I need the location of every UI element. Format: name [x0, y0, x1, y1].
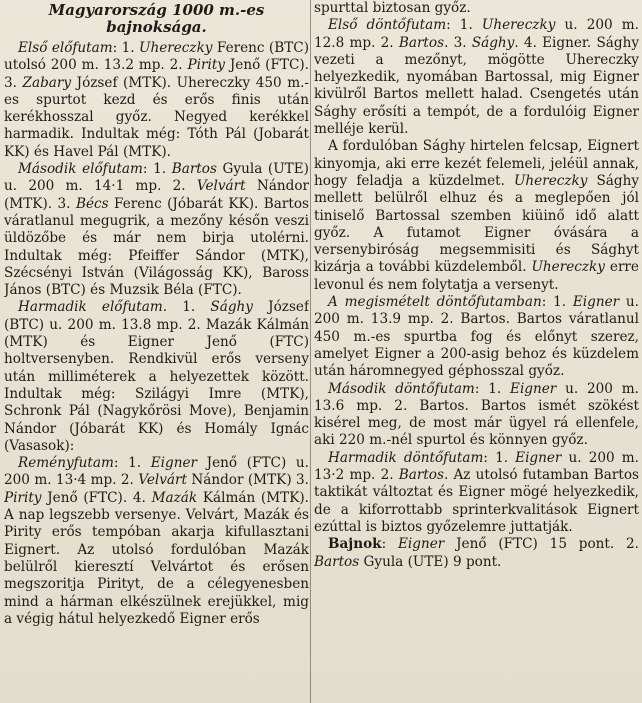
- repechage-text-d: Jenő (FTC). 4.: [41, 489, 152, 506]
- heat1-title: Első előfutam: [18, 40, 113, 56]
- repechage-second: Velvárt: [138, 472, 187, 489]
- final1-second: Bartos: [398, 34, 445, 51]
- heat2-third: Bécs: [75, 195, 109, 212]
- heat3-text-a: . 1.: [162, 299, 211, 316]
- repechage-text-a: : 1.: [113, 455, 151, 472]
- champion-label: Bajnok: [328, 536, 382, 553]
- heat1-text-a: : 1.: [112, 40, 139, 56]
- champion-text-b: Jenő (FTC) 15 pont. 2.: [444, 536, 639, 553]
- repechage-text-b: Jenő (FTC) u. 200 m. 13·4 mp. 2.: [4, 455, 309, 489]
- heat2-text-b: Gyula (UTE) u. 200 m. 14·1 mp. 2.: [4, 161, 309, 195]
- heat2-text-d: Ferenc (Jóbarát KK). Bartos váratlanul megugrik, a mezőny későn veszi üldözőbe és már nem birja utolérni. Indultak még: Pfeiffer Sándor (MTK), Szécsényi István (Világosság KK), Baross János (BTC) és Muzsik Béla (FTC).: [4, 195, 309, 299]
- final3-text-c: . Az utolsó futamban Bartos taktikát változtat és Eigner mögé helyezkedik, de a kiforrottabb sprinterkvalitások Eignert ezúttal is biztos győzelemre juttatják.: [314, 467, 639, 535]
- repechage-third: Pirity: [4, 489, 42, 506]
- rerun-text-a: : 1.: [541, 294, 573, 311]
- par2-text-c: erre levonul és nem folytatja a versenyt.: [314, 259, 639, 293]
- final1-text-a: : 1.: [446, 17, 482, 34]
- article-headline: Magyarország 1000 m.-es bajnoksága.: [48, 1, 265, 36]
- rerun-paragraph: [314, 294, 639, 380]
- right-column: [314, 0, 639, 703]
- champion-text-c: Gyula (UTE) 9 pont.: [359, 553, 502, 570]
- repechage-winner: Eigner: [150, 455, 198, 472]
- heat1-text-c: Jenő (FTC). 3.: [4, 57, 309, 91]
- heat1-paragraph: [4, 40, 309, 161]
- final1-continuation-paragraph: [314, 138, 639, 294]
- final1-text-b: u. 200 m. 12.8 mp. 2.: [314, 17, 639, 51]
- repechage-fourth: Mazák: [151, 489, 198, 506]
- champion-name: Eigner: [398, 536, 445, 553]
- heat2-title: Második előfutam: [18, 161, 143, 178]
- champion-paragraph: [314, 536, 639, 571]
- final3-paragraph: [314, 450, 639, 536]
- heat3-paragraph: [4, 299, 309, 455]
- final1-third: Sághy: [471, 34, 515, 51]
- final3-text-a: : 1.: [483, 449, 516, 466]
- heat2-text-a: : 1.: [142, 161, 172, 178]
- final1-title: Első döntőfutam: [328, 17, 447, 34]
- champion-second: Bartos: [314, 553, 360, 570]
- final3-second: Bartos: [398, 467, 444, 484]
- final1-winner: Uhereczky: [481, 17, 556, 34]
- final2-title: Második döntőfutam: [328, 380, 475, 397]
- par2-name2: Uhereczky: [531, 259, 605, 276]
- par2-name1: Uhereczky: [513, 172, 588, 189]
- final1-text-d: . 4. Eigner. Sághy vezeti a mezőnyt, mögötte Uhereczky helyezkedik, nyomában Bartossal, mig Eigner kivülről Bartos mellett halad. Csengetés után Sághy erősíti a tempót, de a fordulóig Eigner melléje kerül.: [314, 34, 639, 138]
- carry-over-line: spurttal biztosan győz.: [314, 0, 471, 16]
- final3-winner: Eigner: [515, 449, 562, 466]
- rerun-winner: Eigner: [572, 294, 620, 311]
- repechage-text-c: Nándor (MTK) 3.: [186, 472, 309, 489]
- rerun-text-b: u. 200 m. 13.9 mp. 2. Bartos. Bartos váratlanul 450 m.-es spurtba fog és előnyt szerez, amelyet Eigner a 200-asig behoz és küzdelem után háromnegyed géphosszal győz.: [314, 294, 639, 380]
- par2-text-b: Sághy mellett belülről elhuz és a meglepően jól tiniselő Bartossal szemben kiüinő idő alatt győz. A futamot Eigner óvására a versenybiróság megsemmisiti és Sághyt kizárja a további küzdelemből.: [314, 172, 639, 276]
- final2-text-b: u. 200 m. 13.6 mp. 2. Bartos. Bartos ismét szökést kisérel meg, de most már ügyel rá ellenfele, aki 220 m.-nél spurtol és könnyen győz.: [314, 380, 639, 449]
- final1-text-c: . 3.: [444, 34, 472, 51]
- left-column: [4, 0, 309, 703]
- final1-paragraph: [314, 17, 639, 138]
- final2-winner: Eigner: [510, 380, 557, 397]
- par2-text-a: A fordulóban Sághy hirtelen felcsap, Eignert kinyomja, aki erre kezét felemeli, jeléül annak, hogy feladja a küzdelmet.: [314, 138, 639, 189]
- heat1-third: Zabary: [22, 74, 72, 91]
- repechage-title: Reményfutam: [18, 455, 114, 472]
- heat2-text-c: Nándor (MTK). 3.: [4, 178, 309, 212]
- heat1-winner: Uhereczky: [139, 40, 213, 56]
- column-divider: [310, 0, 311, 703]
- heat2-second: Velvárt: [196, 178, 246, 195]
- final2-paragraph: [314, 381, 639, 450]
- heat1-text-d: József (MTK). Uhereczky 450 m.-es spurtot kezd és erős finis után kerékhosszal győz. Negyed kerékkel harmadik. Indultak még: Tóth Pál (Jobarát KK) és Havel Pál (MTK).: [4, 74, 309, 160]
- final2-text-a: : 1.: [474, 380, 511, 397]
- heat2-winner: Bartos: [171, 161, 217, 178]
- heat1-second: Pirity: [187, 57, 225, 74]
- repechage-paragraph: [4, 455, 309, 628]
- final3-title: Harmadik döntőfutam: [328, 449, 484, 466]
- rerun-title: A megismételt döntőfutamban: [328, 294, 542, 311]
- champion-text-a: :: [381, 536, 398, 553]
- heat3-text-b: József (BTC) u. 200 m. 13.8 mp. 2. Mazák Kálmán (MTK) és Eigner Jenő (FTC) holtversenyben. Rendkivül erős verseny után milliméterek a helyezettek között. Indultak még: Szilágyi Imre (MTK), Schronk Pál (Nagykőrösi Move), Benjamin Nándor (Jóbarát KK) és Homály Ignác (Vasasok):: [4, 299, 309, 454]
- heat1-text-b: Ferenc (BTC) utolsó 200 m. 13.2 mp. 2.: [4, 40, 309, 74]
- final3-text-b: u. 200 m. 13·2 mp. 2.: [314, 449, 639, 484]
- heat3-winner: Sághy: [210, 299, 253, 316]
- heat3-title: Harmadik előfutam: [18, 299, 163, 316]
- heat2-paragraph: [4, 161, 309, 299]
- repechage-text-e: Kálmán (MTK). A nap legszebb versenye. Velvárt, Mazák és Pirity erős tempóban akarja kifullasztani Eignert. Az utolsó fordulóban Mazák belülről kieresztí Velvártot és erősen megszoritja Pirityt, de a célegyenesben mind a hárman elkészülnek erejükkel, mig a végig hátul helyezkedő Eigner erős: [4, 489, 309, 627]
